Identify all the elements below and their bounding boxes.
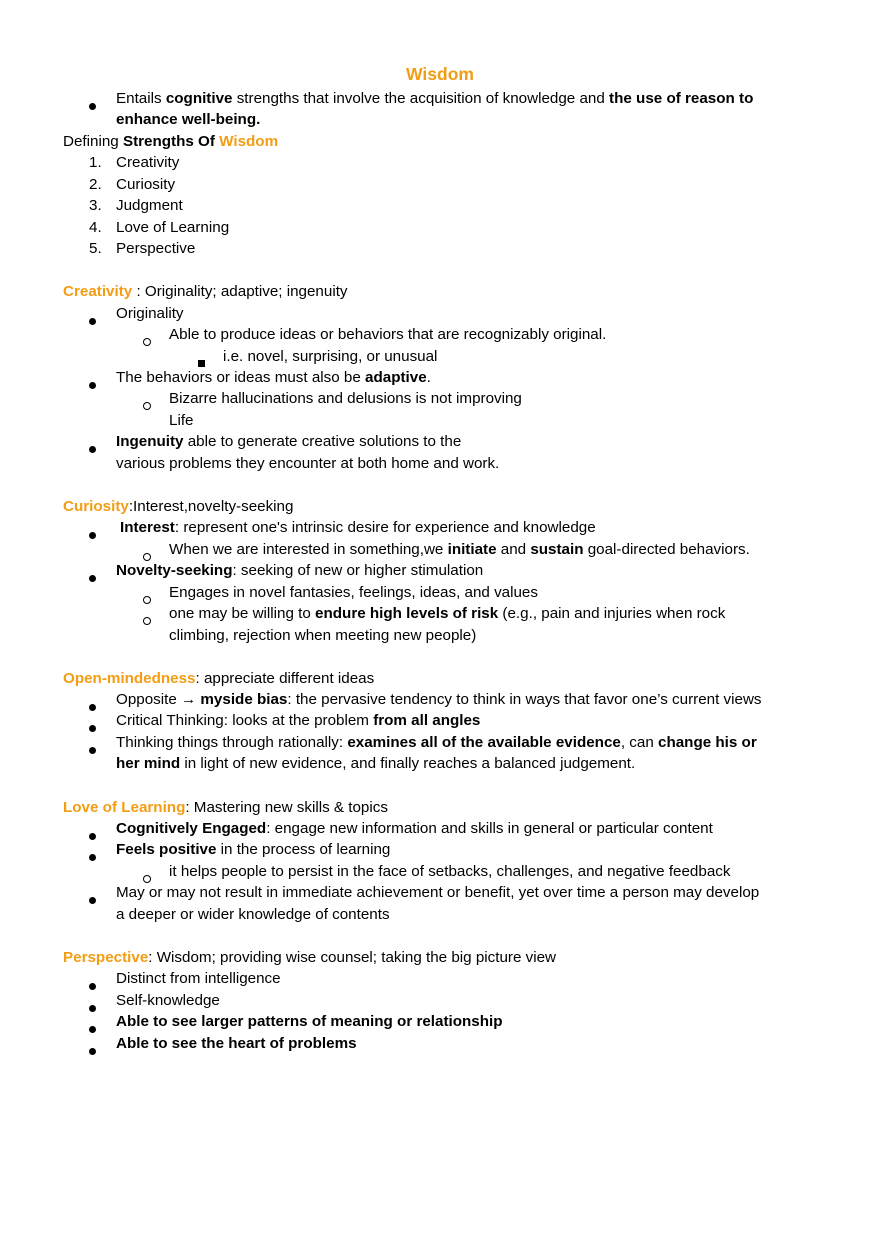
bullet-dot: [89, 889, 96, 911]
sub-bullet-circle: [143, 395, 151, 417]
sub-bullet-text: Engages in novel fantasies, feelings, ideas, and values: [169, 584, 538, 601]
sub-bullet-text: Able to produce ideas or behaviors that are recognizably original.: [169, 326, 607, 343]
sub-bullet-text: climbing, rejection when meeting new people): [169, 627, 477, 644]
sub-sub-bullet-text: i.e. novel, surprising, or unusual: [223, 348, 438, 365]
section-heading-perspective: Perspective: Wisdom; providing wise counsel; taking the big picture view: [63, 949, 557, 966]
defining-heading: Defining Strengths Of Wisdom: [63, 133, 279, 150]
bullet-text: Able to see larger patterns of meaning or relationship: [116, 1013, 503, 1030]
list-item: Creativity: [116, 154, 180, 171]
sub-bullet-text: When we are interested in something,we initiate and sustain goal-directed behaviors.: [169, 541, 750, 558]
bullet-text: Distinct from intelligence: [116, 970, 281, 987]
bullet-text: various problems they encounter at both home and work.: [116, 455, 500, 472]
intro-line-1: Entails cognitive strengths that involve the acquisition of knowledge and the use of reason to: [116, 90, 754, 107]
sub-bullet-circle: [143, 331, 151, 353]
list-number: 1.: [89, 154, 102, 171]
bullet-dot: [89, 1018, 96, 1040]
bullet-text: Novelty-seeking: seeking of new or higher stimulation: [116, 562, 484, 579]
bullet-text: a deeper or wider knowledge of contents: [116, 906, 390, 923]
section-heading-open-mindedness: Open-mindedness: appreciate different ideas: [63, 670, 375, 687]
bullet-text: Originality: [116, 305, 184, 322]
bullet-dot: [89, 1040, 96, 1062]
bullet-dot: [89, 975, 96, 997]
bullet-dot: [89, 997, 96, 1019]
intro-line-2: enhance well-being.: [116, 111, 261, 128]
bullet-dot: [89, 696, 96, 718]
bullet-dot: [89, 717, 96, 739]
bullet-text: Ingenuity able to generate creative solutions to the: [116, 433, 462, 450]
list-item: Judgment: [116, 197, 183, 214]
list-item: Curiosity: [116, 176, 176, 193]
bullet-dot: [89, 825, 96, 847]
bullet-text: Self-knowledge: [116, 992, 220, 1009]
sub-bullet-text: Bizarre hallucinations and delusions is not improving: [169, 390, 522, 407]
bullet-text: Thinking things through rationally: examines all of the available evidence, can change his or: [116, 734, 757, 751]
bullet-dot: [89, 310, 96, 332]
list-number: 3.: [89, 197, 102, 214]
list-number: 2.: [89, 176, 102, 193]
bullet-text: The behaviors or ideas must also be adaptive.: [116, 369, 431, 386]
section-heading-curiosity: Curiosity:Interest,novelty-seeking: [63, 498, 294, 515]
bullet-dot: [89, 846, 96, 868]
bullet-dot: [89, 95, 96, 117]
section-heading-creativity: Creativity : Originality; adaptive; ingenuity: [63, 283, 348, 300]
bullet-dot: [89, 374, 96, 396]
bullet-text: Opposite → myside bias: the pervasive tendency to think in ways that favor one’s current views: [116, 691, 762, 708]
bullet-text: Interest: represent one's intrinsic desire for experience and knowledge: [120, 519, 596, 536]
bullet-dot: [89, 739, 96, 761]
bullet-text: May or may not result in immediate achievement or benefit, yet over time a person may develop: [116, 884, 760, 901]
list-item: Love of Learning: [116, 219, 230, 236]
list-item: Perspective: [116, 240, 196, 257]
bullet-dot: [89, 567, 96, 589]
bullet-text: Feels positive in the process of learning: [116, 841, 391, 858]
list-number: 4.: [89, 219, 102, 236]
sub-bullet-text: it helps people to persist in the face of setbacks, challenges, and negative feedback: [169, 863, 731, 880]
sub-bullet-text: Life: [169, 412, 194, 429]
page-title: Wisdom: [406, 64, 474, 84]
bullet-text: Able to see the heart of problems: [116, 1035, 357, 1052]
bullet-text: Cognitively Engaged: engage new information and skills in general or particular content: [116, 820, 713, 837]
sub-bullet-text: one may be willing to endure high levels of risk (e.g., pain and injuries when rock: [169, 605, 726, 622]
sub-bullet-circle: [143, 589, 151, 611]
bullet-text: her mind in light of new evidence, and finally reaches a balanced judgement.: [116, 755, 636, 772]
sub-bullet-circle: [143, 610, 151, 632]
list-number: 5.: [89, 240, 102, 257]
bullet-text: Critical Thinking: looks at the problem from all angles: [116, 712, 481, 729]
bullet-dot: [89, 524, 96, 546]
section-heading-love-of-learning: Love of Learning: Mastering new skills & topics: [63, 799, 388, 816]
bullet-dot: [89, 438, 96, 460]
